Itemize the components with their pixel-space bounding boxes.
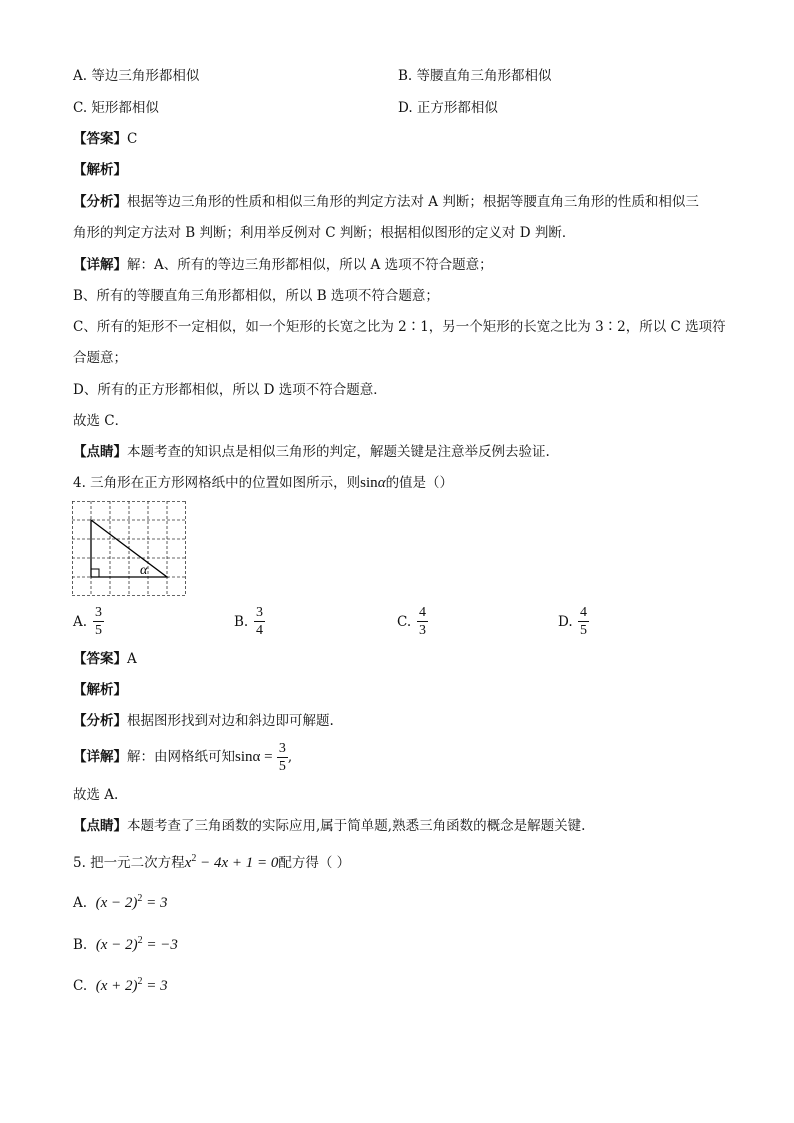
option-label: C. bbox=[73, 978, 88, 994]
fenxi-text: 根据等边三角形的性质和相似三角形的判定方法对 A 判断；根据等腰直角三角形的性质和相似三 bbox=[127, 194, 699, 210]
q3-dianjing-line bbox=[73, 443, 550, 461]
q3-fenxi-line-1 bbox=[73, 193, 699, 211]
fraction bbox=[417, 604, 428, 639]
q5-option-b bbox=[73, 936, 178, 956]
option-exponent: 2 bbox=[137, 976, 143, 987]
q4-stem-alpha: α bbox=[377, 475, 386, 491]
analysis-tag: 【解析】 bbox=[73, 162, 127, 178]
option-exponent: 2 bbox=[137, 935, 143, 946]
dianjing-tag: 【点睛】 bbox=[73, 818, 127, 834]
q5-stem bbox=[73, 854, 350, 874]
xiangjie-tag: 【详解】 bbox=[73, 257, 127, 273]
q3-option-d: D. 正方形都相似 bbox=[398, 100, 498, 116]
option-expression: (x − 2) bbox=[95, 937, 138, 953]
q3-conclusion: 故选 C． bbox=[73, 413, 129, 429]
fraction bbox=[254, 604, 265, 639]
option-label: B. bbox=[73, 937, 88, 953]
option-expression: (x − 2) bbox=[95, 895, 138, 911]
q4-fenxi-line bbox=[73, 712, 334, 730]
q5-stem-part-2: 配方得（ ） bbox=[278, 855, 351, 871]
dianjing-text: 本题考查的知识点是相似三角形的判定，解题关键是注意举反例去验证. bbox=[127, 444, 550, 460]
q3-analysis-heading bbox=[73, 161, 127, 179]
q5-option-a bbox=[73, 894, 168, 914]
xiangjie-text: 解：A、所有的等边三角形都相似，所以 A 选项不符合题意； bbox=[127, 257, 493, 273]
angle-alpha-label: α bbox=[140, 563, 148, 578]
q4-stem-sin: sin bbox=[360, 475, 378, 491]
q3-answer bbox=[73, 130, 137, 148]
q3-line-d: D、所有的正方形都相似，所以 D 选项不符合题意． bbox=[73, 382, 387, 398]
xiangjie-tag: 【详解】 bbox=[73, 749, 127, 765]
q5-equation-exponent: 2 bbox=[191, 853, 197, 864]
q3-line-c1: C、所有的矩形不一定相似，如一个矩形的长宽之比为 2∶1，另一个矩形的长宽之比为 3∶2，所以 C 选项符 bbox=[73, 319, 726, 335]
fenxi-tag: 【分析】 bbox=[73, 194, 127, 210]
sin-alpha-expression: sinα = bbox=[235, 749, 273, 765]
option-label: A. bbox=[73, 614, 88, 630]
dianjing-text: 本题考查了三角函数的实际应用,属于简单题,熟悉三角函数的概念是解题关键. bbox=[127, 818, 586, 834]
q4-answer bbox=[73, 650, 137, 668]
q3-line-b: B、所有的等腰直角三角形都相似，所以 B 选项不符合题意； bbox=[73, 288, 439, 304]
answer-value: C bbox=[127, 131, 138, 147]
fraction bbox=[93, 604, 104, 639]
q4-conclusion: 故选 A. bbox=[73, 787, 119, 803]
fraction bbox=[277, 740, 288, 775]
q3-fenxi-line-2: 角形的判定方法对 B 判断；利用举反例对 C 判断；根据相似图形的定义对 D 判断． bbox=[73, 225, 576, 241]
q4-analysis-heading bbox=[73, 681, 127, 699]
q3-option-a: A. 等边三角形都相似 bbox=[73, 68, 200, 84]
fraction bbox=[578, 604, 589, 639]
denominator: 3 bbox=[419, 623, 426, 638]
numerator: 4 bbox=[419, 605, 426, 620]
q3-line-c2: 合题意； bbox=[73, 350, 127, 366]
q5-option-c bbox=[73, 977, 168, 997]
q5-equation-rest: − 4x + 1 = 0 bbox=[196, 855, 279, 871]
right-angle-mark bbox=[91, 569, 99, 577]
xiangjie-text: 解：由网格纸可知 bbox=[127, 749, 235, 765]
q5-equation-x: x bbox=[184, 855, 192, 871]
option-exponent: 2 bbox=[137, 893, 143, 904]
analysis-tag: 【解析】 bbox=[73, 682, 127, 698]
option-expression: (x + 2) bbox=[95, 978, 138, 994]
option-rhs: = 3 bbox=[142, 978, 168, 994]
q4-xiangjie-line bbox=[73, 740, 292, 775]
q3-option-c: C. 矩形都相似 bbox=[73, 100, 159, 116]
answer-tag: 【答案】 bbox=[73, 131, 127, 147]
numerator: 3 bbox=[278, 741, 286, 756]
q5-stem-part-1: 5. 把一元二次方程 bbox=[73, 855, 185, 871]
option-label: A. bbox=[73, 895, 88, 911]
option-rhs: = −3 bbox=[142, 937, 178, 953]
q4-grid-triangle-figure bbox=[72, 501, 188, 597]
q4-dianjing-line bbox=[73, 817, 585, 835]
denominator: 5 bbox=[580, 623, 587, 638]
dianjing-tag: 【点睛】 bbox=[73, 444, 127, 460]
denominator: 5 bbox=[95, 623, 102, 638]
denominator: 4 bbox=[256, 623, 263, 638]
option-label: D. bbox=[558, 614, 573, 630]
q4-stem-part-2: 的值是（） bbox=[385, 475, 454, 491]
denominator: 5 bbox=[278, 759, 286, 774]
option-label: C. bbox=[397, 614, 412, 630]
q3-xiangjie-line bbox=[73, 256, 493, 274]
xiangjie-comma: , bbox=[287, 749, 293, 765]
answer-tag: 【答案】 bbox=[73, 651, 127, 667]
option-rhs: = 3 bbox=[142, 895, 168, 911]
fenxi-tag: 【分析】 bbox=[73, 713, 127, 729]
option-label: B. bbox=[234, 614, 249, 630]
numerator: 3 bbox=[256, 605, 263, 620]
q3-option-b: B. 等腰直角三角形都相似 bbox=[398, 68, 552, 84]
fenxi-text: 根据图形找到对边和斜边即可解题. bbox=[127, 713, 334, 729]
q4-stem bbox=[73, 474, 453, 492]
numerator: 3 bbox=[95, 605, 102, 620]
q4-stem-part-1: 4. 三角形在正方形网格纸中的位置如图所示，则 bbox=[73, 475, 361, 491]
numerator: 4 bbox=[580, 605, 587, 620]
answer-value: A bbox=[127, 651, 137, 667]
